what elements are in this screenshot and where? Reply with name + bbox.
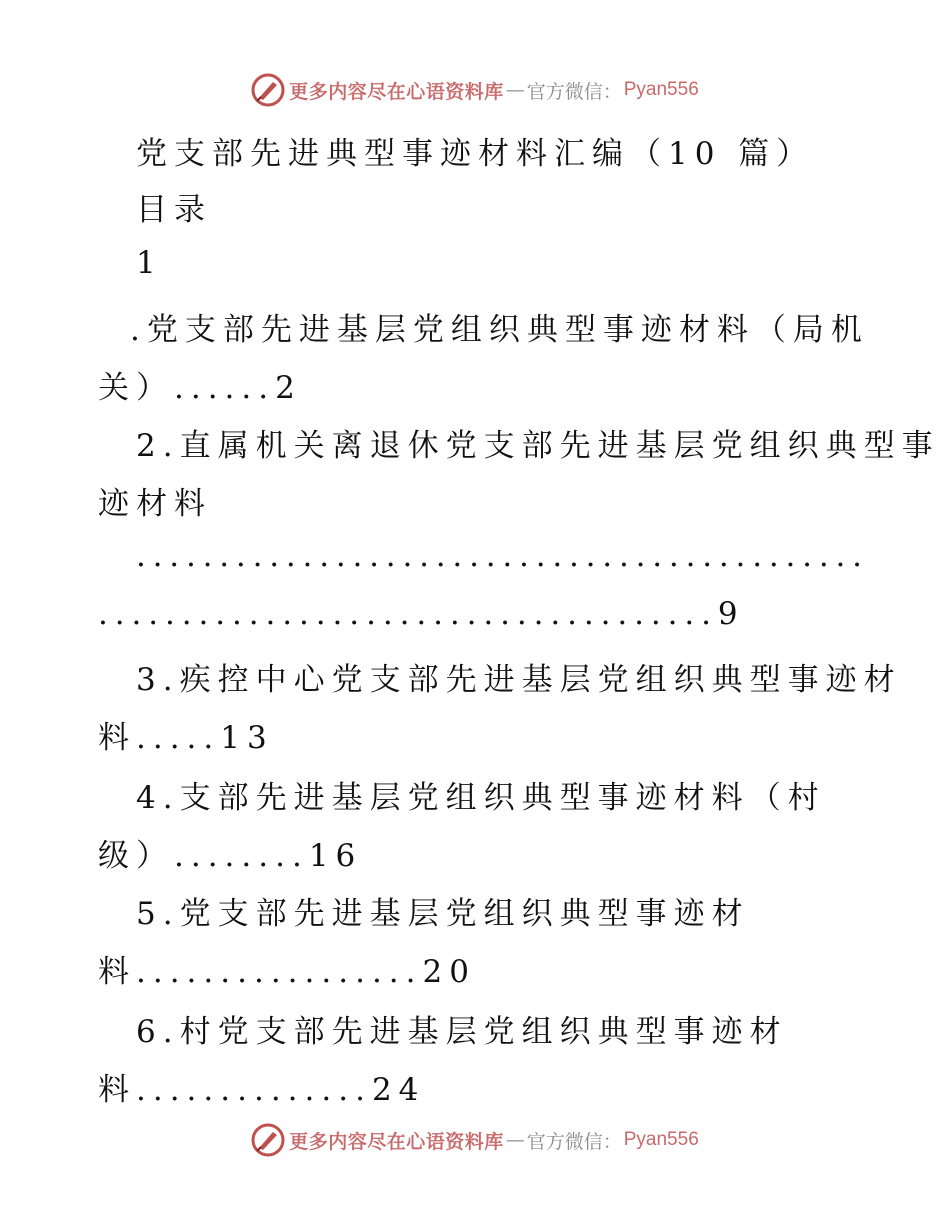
watermark-dash: — (505, 1129, 525, 1151)
toc-line: 料..............24 (98, 1072, 426, 1108)
quill-logo-icon (251, 1123, 285, 1157)
toc-line: 迹材料 (98, 486, 212, 522)
watermark-text: 更多内容尽在心语资料库 (289, 1130, 504, 1153)
document-title: 党支部先进典型事迹材料汇编（10 篇） (136, 136, 815, 172)
toc-line: 料.....13 (98, 720, 274, 756)
toc-heading: 目录 (136, 192, 212, 228)
watermark-official-label: 官方微信： (526, 1130, 622, 1153)
footer-watermark-banner (0, 1120, 950, 1160)
toc-line: 2.直属机关离退休党支部先进基层党组织典型事 (136, 428, 940, 464)
watermark-official-label: 官方微信： (526, 80, 622, 103)
toc-line: 关）......2 (98, 370, 302, 406)
toc-line: 1 (136, 245, 163, 281)
toc-line: 级）........16 (98, 838, 363, 874)
toc-line: 5.党支部先进基层党组织典型事迹材 (136, 896, 750, 932)
watermark-wechat-id: Pyan556 (623, 1129, 699, 1150)
watermark-text: 更多内容尽在心语资料库 (289, 80, 504, 103)
quill-logo-icon (251, 73, 285, 107)
toc-line: 4.支部先进基层党组织典型事迹材料（村 (136, 780, 826, 816)
toc-line: 3.疾控中心党支部先进基层党组织典型事迹材 (136, 662, 902, 698)
toc-line: 6.村党支部先进基层党组织典型事迹材 (136, 1014, 788, 1050)
watermark-dash: — (505, 79, 525, 101)
toc-line: .党支部先进基层党组织典型事迹材料（局机 (130, 312, 869, 348)
watermark-wechat-id: Pyan556 (623, 79, 699, 100)
toc-line: ............................................ (136, 538, 869, 574)
header-watermark-banner (0, 70, 950, 110)
toc-line: 料.................20 (98, 954, 476, 990)
toc-line: .....................................9 (98, 596, 745, 632)
